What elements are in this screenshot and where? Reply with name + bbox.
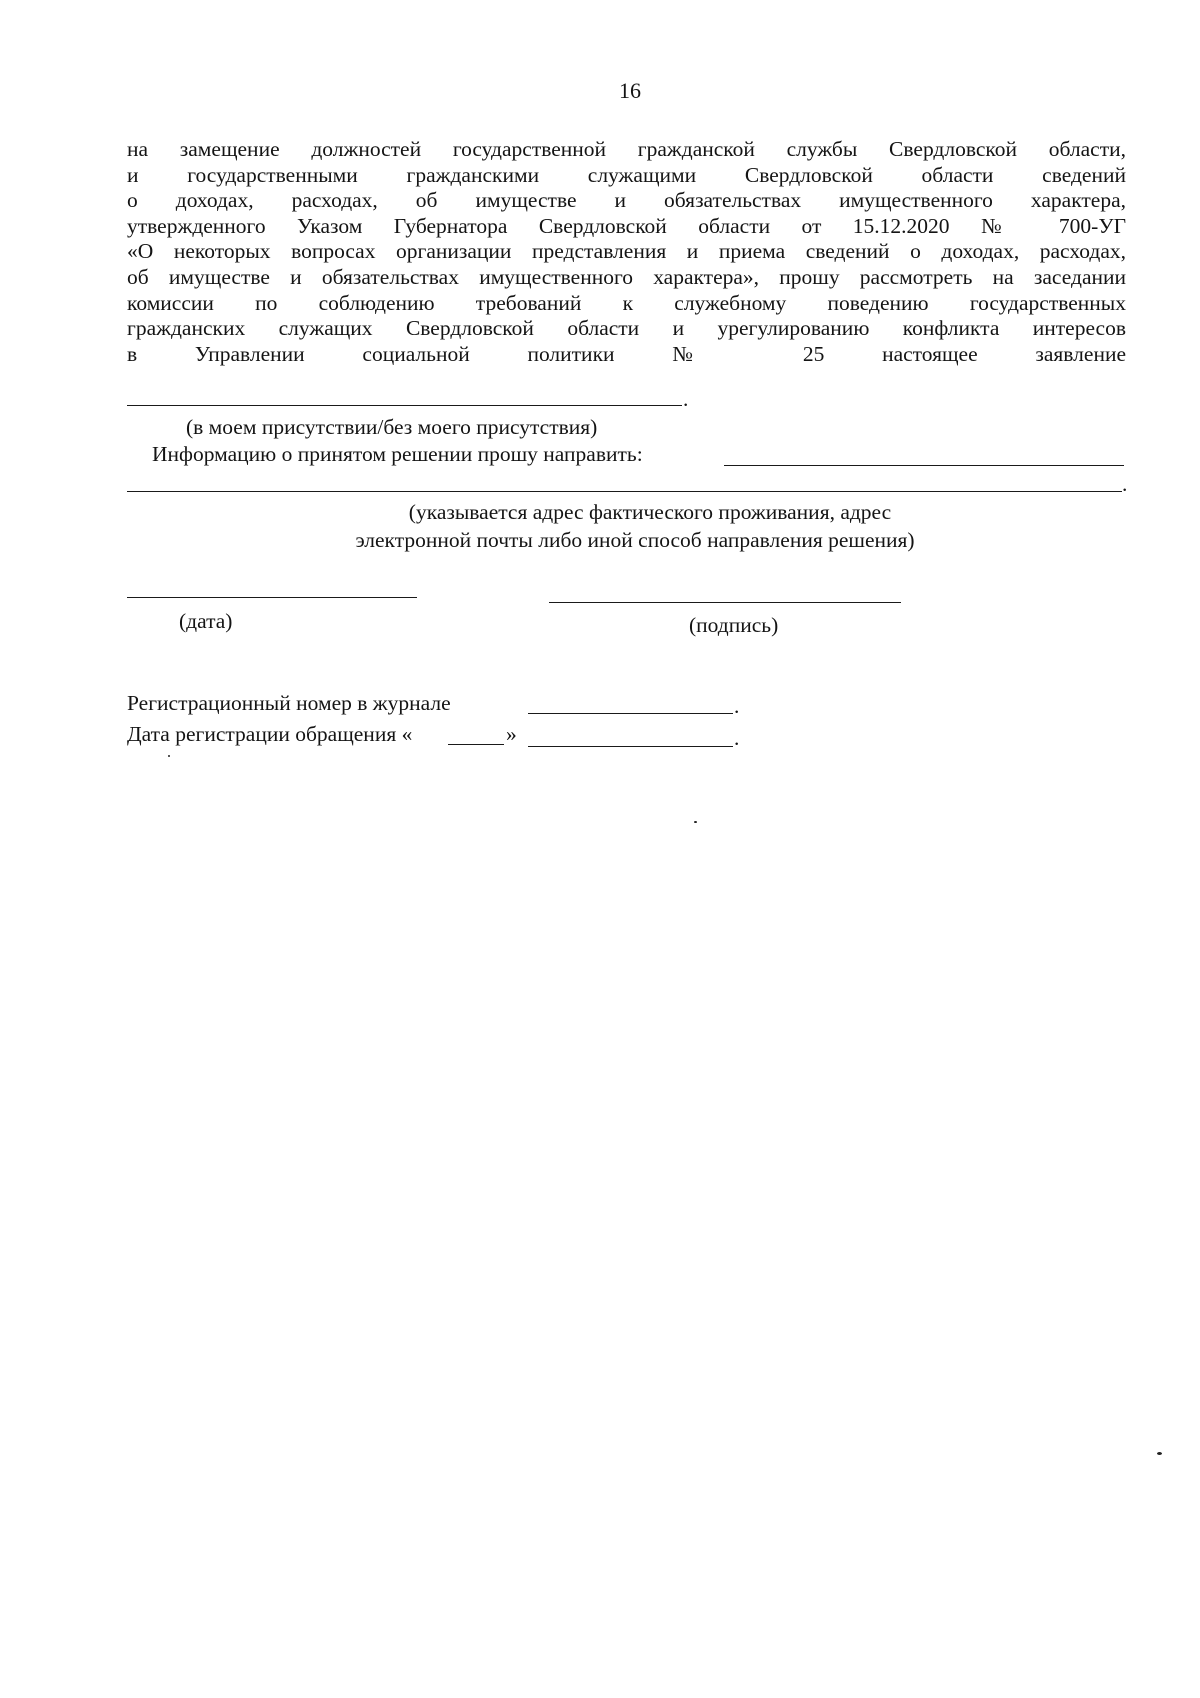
date-blank[interactable]: [127, 597, 417, 598]
reg-number-period: .: [734, 694, 740, 718]
signature-blank[interactable]: [549, 602, 901, 603]
date-caption: (дата): [179, 609, 233, 633]
address-hint-line-2: электронной почты либо иной способ направления решения): [355, 528, 915, 552]
scan-speck: [694, 821, 697, 823]
body-line-8: гражданских служащих Свердловской области и урегулированию конфликта интересов: [127, 316, 1126, 341]
body-line-4: утвержденного Указом Губернатора Свердловской области от 15.12.2020 № 700-УГ: [127, 213, 1126, 238]
info-blank[interactable]: [724, 465, 1124, 466]
body-line-2: и государственными гражданскими служащими Свердловской области сведений: [127, 162, 1126, 187]
scan-speck: [1157, 1452, 1162, 1455]
statement-body: [127, 137, 1126, 367]
reg-number-label: Регистрационный номер в журнале: [127, 691, 451, 715]
info-label: Информацию о принятом решении прошу направить:: [152, 442, 643, 466]
page-number: 16: [619, 78, 641, 103]
body-line-1: на замещение должностей государственной гражданской службы Свердловской области,: [127, 137, 1126, 161]
body-line-6: об имуществе и обязательствах имущественного характера», прошу рассмотреть на заседании: [127, 264, 1126, 289]
reg-date-day-blank[interactable]: [448, 744, 504, 745]
presence-blank[interactable]: [127, 405, 682, 406]
reg-date-closing-quote: »: [506, 722, 517, 746]
address-hint-line-1: (указывается адрес фактического проживания, адрес: [408, 500, 892, 524]
reg-date-month-blank[interactable]: [528, 746, 733, 747]
reg-date-period: .: [734, 726, 740, 750]
body-line-5: «О некоторых вопросах организации представления и приема сведений о доходах, расходах,: [127, 239, 1126, 264]
address-blank[interactable]: [127, 491, 1122, 492]
presence-period: .: [683, 387, 689, 411]
presence-note: (в моем присутствии/без моего присутствия): [186, 415, 598, 439]
body-line-9: в Управлении социальной политики № 25 настоящее заявление: [127, 341, 1126, 366]
body-line-3: о доходах, расходах, об имуществе и обязательствах имущественного характера,: [127, 188, 1126, 213]
address-period: .: [1122, 472, 1128, 496]
body-line-7: комиссии по соблюдению требований к служебному поведению государственных: [127, 290, 1126, 315]
signature-caption: (подпись): [689, 613, 779, 637]
reg-number-blank[interactable]: [528, 713, 733, 714]
reg-date-label: Дата регистрации обращения «: [127, 722, 413, 746]
scan-speck: [168, 755, 170, 757]
